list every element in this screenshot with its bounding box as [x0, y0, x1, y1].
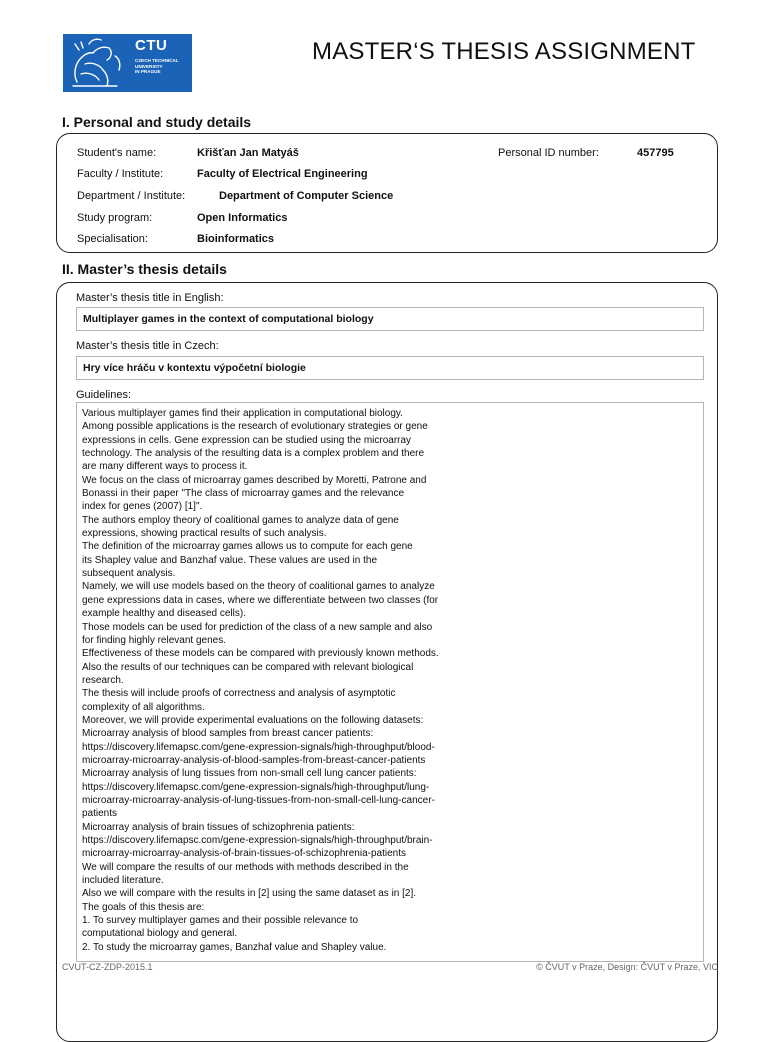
guidelines-line: microarray-microarray-analysis-of-lung-tissues-from-non-small-cell-lung-cancer- — [82, 794, 435, 806]
guidelines-line: its Shapley value and Banzhaf value. These values are used in the — [82, 554, 378, 566]
logo-subtitle — [135, 58, 187, 75]
guidelines-line: for finding highly relevant genes. — [82, 634, 226, 646]
guidelines-line: The goals of this thesis are: — [82, 901, 205, 913]
section-heading-personal: I. Personal and study details — [62, 114, 252, 130]
specialisation-label: Specialisation: — [77, 233, 148, 245]
guidelines-line: microarray-microarray-analysis-of-blood-samples-from-breast-cancer-patients — [82, 754, 426, 766]
guidelines-line: Microarray analysis of brain tissues of schizophrenia patients: — [82, 821, 355, 833]
guidelines-line: expressions, showing practical results of such analysis. — [82, 528, 327, 540]
logo-brand: CTU — [135, 37, 168, 54]
guidelines-line: Bonassi in their paper "The class of microarray games and the relevance — [82, 488, 405, 500]
guidelines-line: research. — [82, 674, 124, 686]
title-czech-label: Master’s thesis title in Czech: — [76, 340, 219, 352]
guidelines-line: example healthy and diseased cells). — [82, 608, 246, 620]
guidelines-line: We will compare the results of our methods with methods described in the — [82, 861, 409, 873]
guidelines-line: 1. To survey multiplayer games and their possible relevance to — [82, 915, 359, 927]
guidelines-line: We focus on the class of microarray games described by Moretti, Patrone and — [82, 474, 427, 486]
guidelines-line: complexity of all algorithms. — [82, 701, 205, 713]
guidelines-line: https://discovery.lifemapsc.com/gene-expression-signals/high-throughput/blood- — [82, 741, 435, 753]
guidelines-line: technology. The analysis of the resulting data is a complex problem and there — [82, 448, 425, 460]
logo-subtitle-line: CZECH TECHNICAL — [135, 58, 179, 63]
guidelines-line: are many different ways to process it. — [82, 461, 248, 473]
guidelines-line: The definition of the microarray games allows us to compute for each gene — [82, 541, 413, 553]
guidelines-line: index for genes (2007) [1]". — [82, 501, 203, 513]
logo-subtitle-line: IN PRAGUE — [135, 69, 161, 74]
student-name-value: Křišťan Jan Matyáš — [197, 147, 299, 159]
guidelines-line: Microarray analysis of blood samples from breast cancer patients: — [82, 728, 374, 740]
guidelines-line: 2. To study the microarray games, Banzhaf value and Shapley value. — [82, 941, 387, 953]
guidelines-line: Among possible applications is the research of evolutionary strategies or gene — [82, 421, 428, 433]
guidelines-text — [82, 407, 703, 954]
faculty-label: Faculty / Institute: — [77, 168, 164, 180]
guidelines-line: Those models can be used for prediction of the class of a new sample and also — [82, 621, 433, 633]
guidelines-line: Various multiplayer games find their application in computational biology. — [82, 408, 403, 419]
document-title: MASTER‘S THESIS ASSIGNMENT — [312, 38, 696, 65]
department-value: Department of Computer Science — [219, 190, 394, 202]
guidelines-line: The authors employ theory of coalitional games to analyze data of gene — [82, 514, 399, 526]
personal-id-label: Personal ID number: — [498, 147, 599, 159]
guidelines-line: Effectiveness of these models can be compared with previously known methods. — [82, 648, 439, 660]
guidelines-text-box — [76, 402, 704, 962]
title-english-label: Master’s thesis title in English: — [76, 292, 224, 304]
department-label: Department / Institute: — [77, 190, 186, 202]
lion-emblem-icon — [63, 34, 129, 92]
guidelines-line: https://discovery.lifemapsc.com/gene-expression-signals/high-throughput/brain- — [82, 835, 433, 846]
guidelines-line: Namely, we will use models based on the theory of coalitional games to analyze — [82, 581, 435, 593]
title-czech-field: Hry více hráču v kontextu výpočetní biologie — [76, 356, 704, 380]
guidelines-line: Also the results of our techniques can be compared with relevant biological — [82, 661, 414, 673]
guidelines-line: Moreover, we will provide experimental evaluations on the following datasets: — [82, 714, 424, 726]
specialisation-value: Bioinformatics — [197, 233, 275, 245]
guidelines-line: gene expressions data in cases, where we differentiate between two classes (for — [82, 594, 439, 606]
guidelines-line: The thesis will include proofs of correctness and analysis of asymptotic — [82, 688, 396, 700]
guidelines-line: included literature. — [82, 875, 164, 887]
title-english-field: Multiplayer games in the context of computational biology — [76, 307, 704, 331]
guidelines-line: Microarray analysis of lung tissues from non-small cell lung cancer patients: — [82, 768, 417, 780]
guidelines-line: computational biology and general. — [82, 928, 238, 940]
ctu-logo — [63, 34, 192, 92]
footer-form-code: CVUT-CZ-ZDP-2015.1 — [62, 962, 153, 972]
guidelines-line: expressions in cells. Gene expression can be studied using the microarray — [82, 434, 412, 446]
study-program-label: Study program: — [77, 212, 153, 224]
guidelines-line: patients — [82, 808, 118, 820]
guidelines-label: Guidelines: — [76, 389, 132, 401]
guidelines-line: https://discovery.lifemapsc.com/gene-expression-signals/high-throughput/lung- — [82, 781, 430, 793]
guidelines-line: Also we will compare with the results in [2] using the same dataset as in [2]. — [82, 888, 417, 900]
student-name-label: Student's name: — [77, 147, 157, 159]
study-program-value: Open Informatics — [197, 212, 288, 224]
footer-copyright: © ČVUT v Praze, Design: ČVUT v Praze, VIC — [536, 962, 718, 972]
guidelines-line: subsequent analysis. — [82, 568, 176, 580]
faculty-value: Faculty of Electrical Engineering — [197, 168, 368, 180]
section-heading-thesis: II. Master’s thesis details — [62, 261, 227, 277]
logo-subtitle-line: UNIVERSITY — [135, 63, 163, 69]
guidelines-line: microarray-microarray-analysis-of-brain-tissues-of-schizophrenia-patients — [82, 848, 406, 860]
personal-id-value: 457795 — [637, 147, 674, 159]
